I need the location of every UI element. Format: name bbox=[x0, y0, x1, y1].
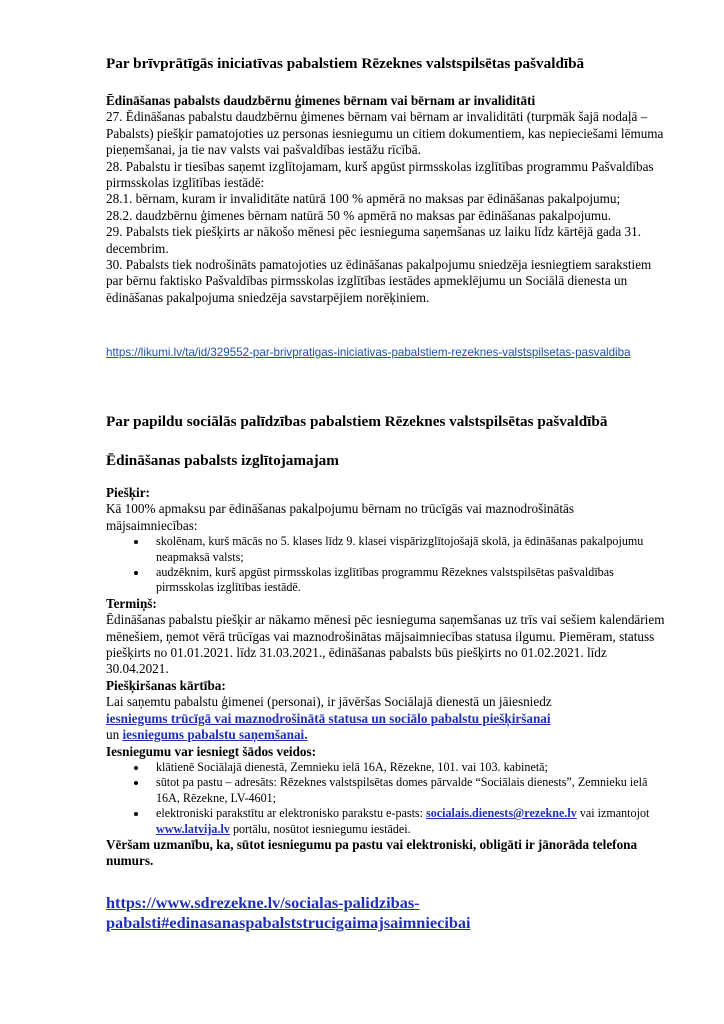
grant-item-preschool: • audzēknim, kurš apgūst pirmsskolas izglītības programmu Rēzeknes valstspilsētas pašvaldības pirmsskolas izglītības iestādē. bbox=[148, 565, 666, 596]
section1-subtitle: Ēdināšanas pabalsts daudzbērnu ģimenes bērnam vai bērnam ar invaliditāti bbox=[106, 93, 536, 108]
sdrezekne-link[interactable]: https://www.sdrezekne.lv/socialas-palidzibas-pabalsti#edinasanaspabalststrucigaimajsaimniecibai bbox=[106, 893, 471, 932]
email-link[interactable]: socialais.dienests@rezekne.lv bbox=[426, 806, 577, 821]
submit-item-in-person: • klātienē Sociālajā dienestā, Zemnieku ielā 16A, Rēzekne, 101. vai 103. kabinetā; bbox=[148, 760, 666, 775]
submit-electronic-or: vai izmantojot bbox=[579, 806, 650, 821]
submit-electronic-text: elektroniski parakstītu ar elektronisko parakstu e-pasts: bbox=[156, 806, 423, 821]
section2-title: Par papildu sociālās palīdzības pabalstiem Rēzeknes valstspilsētas pašvaldībā bbox=[106, 413, 608, 430]
submit-list bbox=[106, 760, 666, 837]
order-and: un bbox=[106, 727, 120, 743]
paragraph-29: 29. Pabalsts tiek piešķirts ar nākošo mēnesi pēc iesnieguma saņemšanas uz laiku līdz kārtējā gada 31. decembrim. bbox=[106, 224, 642, 256]
section2-subtitle: Ēdināšanas pabalsts izglītojamajam bbox=[106, 452, 339, 469]
paragraph-27: 27. Ēdināšanas pabalstu daudzbērnu ģimenes bērnam vai bērnam ar invaliditāti (turpmāk šajā nodaļā – Pabalsts) piešķir pamatojoties uz personas iesniegumu un citiem dokumentiem, kas nepieciešami lēmuma pieņemšanai, ja tie nav valsts vai pašvaldības iestāžu rīcībā. bbox=[106, 109, 664, 158]
order-label: Piešķiršanas kārtība: bbox=[106, 677, 226, 693]
grant-text: Kā 100% apmaksu par ēdināšanas pakalpojumu bērnam no trūcīgās vai maznodrošinātās mājsaimniecības: bbox=[106, 501, 575, 533]
submit-label: Iesniegumu var iesniegt šādos veidos: bbox=[106, 743, 317, 759]
paragraph-28-2: 28.2. daudzbērnu ģimenes bērnam natūrā 50 % apmērā no maksas par ēdināšanas pakalpojumu. bbox=[106, 207, 611, 223]
likumi-link[interactable]: https://likumi.lv/ta/id/329552-par-brivpratigas-iniciativas-pabalstiem-rezeknes-valstspilsetas-pasvaldiba bbox=[106, 346, 631, 359]
term-label: Termiņš: bbox=[106, 595, 157, 611]
submit-item-electronic bbox=[148, 806, 666, 837]
paragraph-30: 30. Pabalsts tiek nodrošināts pamatojoties uz ēdināšanas pakalpojumu sniedzēja iesniegtiem sarakstiem par bērnu faktisko Pašvaldības pirmsskolas izglītības iestādes apmeklējumu un Sociālā dienesta un ēdināšanas pakalpojuma sniedzēja savstarpējiem norēķiniem. bbox=[106, 257, 652, 305]
submit-item-post: • sūtot pa pastu – adresāts: Rēzeknes valstspilsētas domes pārvalde “Sociālais dienests”, Zemnieku ielā 16A, Rēzekne, LV-4601; bbox=[148, 775, 666, 806]
paragraph-28-1: 28.1. bērnam, kuram ir invaliditāte natūrā 100 % apmērā no maksas par ēdināšanas pakalpojumu; bbox=[106, 191, 621, 207]
grant-list bbox=[106, 534, 666, 596]
grant-item-pupil: • skolēnam, kurš mācās no 5. klases līdz 9. klasei vispārizglītojošajā skolā, ja ēdināšanas pakalpojumu neapmaksā valsts; bbox=[148, 534, 666, 565]
application-benefit-link[interactable]: iesniegums pabalstu saņemšanai. bbox=[122, 727, 308, 743]
section1-body bbox=[106, 93, 666, 306]
grant-label: Piešķir: bbox=[106, 485, 150, 500]
submit-electronic-end: portālu, nosūtot iesniegumu iestādei. bbox=[232, 821, 411, 836]
order-text bbox=[106, 694, 666, 743]
order-intro: Lai saņemtu pabalstu ģimenei (personai), ir jāvēršas Sociālajā dienestā un jāiesniedz bbox=[106, 694, 552, 710]
paragraph-28: 28. Pabalstu ir tiesības saņemt izglītojamam, kurš apgūst pirmsskolas izglītības programmu Pašvaldības pirmsskolas izglītības iestādē: bbox=[106, 158, 654, 191]
latvija-portal-link[interactable]: www.latvija.lv bbox=[156, 821, 230, 836]
section2-body bbox=[106, 485, 666, 870]
phone-notice: Vēršam uzmanību, ka, sūtot iesniegumu pa pastu vai elektroniski, obligāti ir jānorāda telefona numurs. bbox=[106, 836, 638, 869]
term-text: Ēdināšanas pabalstu piešķir ar nākamo mēnesi pēc iesnieguma saņemšanas uz trīs vai sešiem kalendāriem mēnešiem, ņemot vērā trūcīgas vai maznodrošinātas mājsaimniecības statusa ilgumu. Piemēram, statuss piešķirts no 01.01.2021. līdz 31.03.2021., ēdināšanas pabalsts būs piešķirts no 01.02.2021. līdz 30.04.2021. bbox=[106, 612, 665, 677]
application-status-link[interactable]: iesniegums trūcīgā vai maznodrošinātā statusa un sociālo pabalstu piešķiršanai bbox=[106, 710, 551, 726]
section1-title: Par brīvprātīgās iniciatīvas pabalstiem Rēzeknes valstspilsētas pašvaldībā bbox=[106, 55, 585, 72]
